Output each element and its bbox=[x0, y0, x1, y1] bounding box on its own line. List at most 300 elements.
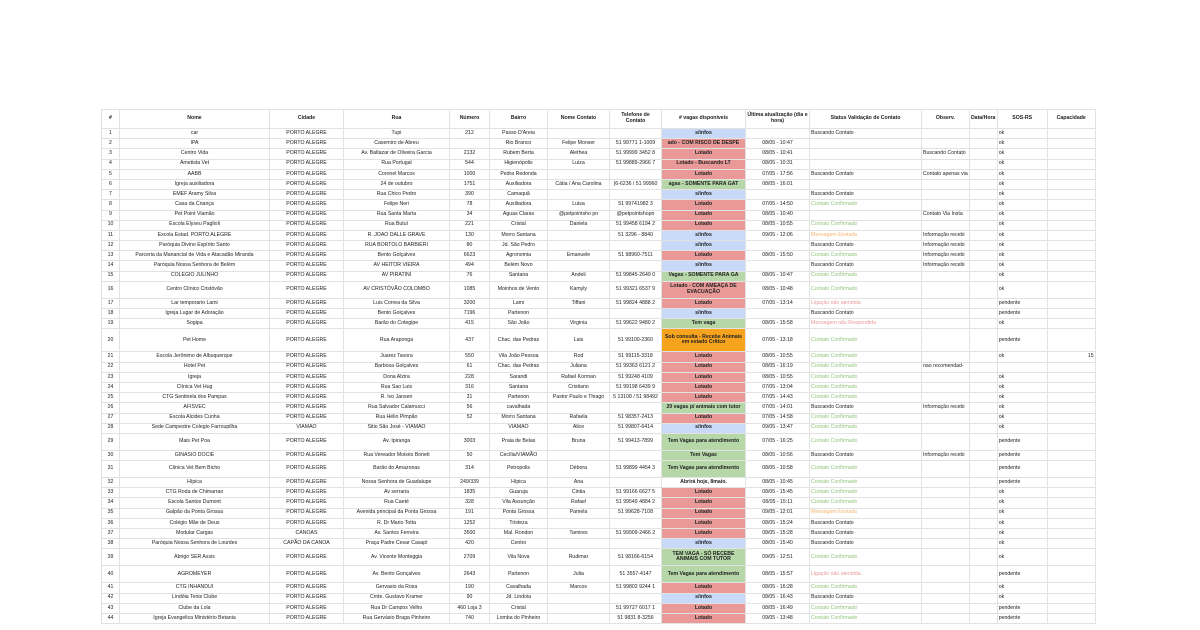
row-number-cell[interactable]: 21 bbox=[102, 352, 120, 362]
contact-name-cell[interactable] bbox=[548, 613, 610, 623]
neighborhood-cell[interactable]: Morro Santana bbox=[490, 230, 548, 240]
last-update-cell[interactable]: 08/05 - 15:24 bbox=[746, 518, 810, 528]
sos-rs-cell[interactable]: ok bbox=[997, 129, 1047, 139]
contact-name-cell[interactable]: Débora bbox=[548, 461, 610, 478]
number-cell[interactable]: 316 bbox=[450, 382, 490, 392]
city-cell[interactable]: PORTO ALEGRE bbox=[270, 230, 344, 240]
observation-cell[interactable] bbox=[922, 372, 970, 382]
phone-cell[interactable]: 51 99909-2466 2 bbox=[610, 529, 662, 539]
row-number-cell[interactable]: 38 bbox=[102, 539, 120, 549]
status-cell[interactable]: Contato Confirmado bbox=[810, 393, 922, 403]
capacity-cell[interactable] bbox=[1047, 298, 1095, 308]
column-header[interactable]: Status Validação de Contato bbox=[810, 110, 922, 129]
sos-rs-cell[interactable]: pendente bbox=[997, 329, 1047, 352]
date-cell[interactable] bbox=[969, 403, 997, 413]
last-update-cell[interactable]: 07/05 - 16:25 bbox=[746, 433, 810, 450]
capacity-cell[interactable] bbox=[1047, 508, 1095, 518]
capacity-cell[interactable] bbox=[1047, 251, 1095, 261]
observation-cell[interactable]: Informação recebi bbox=[922, 230, 970, 240]
row-number-cell[interactable]: 41 bbox=[102, 583, 120, 593]
date-cell[interactable] bbox=[969, 382, 997, 392]
capacity-cell[interactable] bbox=[1047, 566, 1095, 583]
sos-rs-cell[interactable]: ok bbox=[997, 159, 1047, 169]
neighborhood-cell[interactable]: Guaruja bbox=[490, 488, 548, 498]
contact-name-cell[interactable]: Ana bbox=[548, 478, 610, 488]
number-cell[interactable]: 90 bbox=[450, 593, 490, 603]
contact-name-cell[interactable]: Tiffani bbox=[548, 298, 610, 308]
vacancies-cell[interactable]: Lotado bbox=[662, 393, 746, 403]
row-number-cell[interactable]: 36 bbox=[102, 518, 120, 528]
phone-cell[interactable] bbox=[610, 403, 662, 413]
date-cell[interactable] bbox=[969, 169, 997, 179]
sos-rs-cell[interactable]: ok bbox=[997, 593, 1047, 603]
date-cell[interactable] bbox=[969, 281, 997, 298]
last-update-cell[interactable]: 08/05 - 16:01 bbox=[746, 179, 810, 189]
city-cell[interactable]: PORTO ALEGRE bbox=[270, 372, 344, 382]
vacancies-cell[interactable]: s/infos bbox=[662, 230, 746, 240]
row-number-cell[interactable]: 22 bbox=[102, 362, 120, 372]
date-cell[interactable] bbox=[969, 583, 997, 593]
city-cell[interactable]: PORTO ALEGRE bbox=[270, 603, 344, 613]
last-update-cell[interactable]: 08/05 - 16:19 bbox=[746, 362, 810, 372]
vacancies-cell[interactable]: Lotado bbox=[662, 613, 746, 623]
neighborhood-cell[interactable]: Belém Novo bbox=[490, 261, 548, 271]
date-cell[interactable] bbox=[969, 539, 997, 549]
vacancies-cell[interactable]: Lotado bbox=[662, 583, 746, 593]
vacancies-cell[interactable]: Lotado bbox=[662, 372, 746, 382]
row-number-cell[interactable]: 39 bbox=[102, 549, 120, 566]
vacancies-cell[interactable]: Lotado bbox=[662, 298, 746, 308]
capacity-cell[interactable] bbox=[1047, 382, 1095, 392]
sos-rs-cell[interactable]: pendente bbox=[997, 603, 1047, 613]
sos-rs-cell[interactable]: ok bbox=[997, 488, 1047, 498]
number-cell[interactable]: 7196 bbox=[450, 309, 490, 319]
observation-cell[interactable] bbox=[922, 508, 970, 518]
city-cell[interactable]: PORTO ALEGRE bbox=[270, 352, 344, 362]
last-update-cell[interactable]: 08/05 - 10:55 bbox=[746, 372, 810, 382]
sos-rs-cell[interactable]: ok bbox=[997, 220, 1047, 230]
street-cell[interactable]: Rua Salvador Calamucci bbox=[344, 403, 450, 413]
capacity-cell[interactable] bbox=[1047, 200, 1095, 210]
status-cell[interactable]: Buscando Contato bbox=[810, 190, 922, 200]
row-number-cell[interactable]: 43 bbox=[102, 603, 120, 613]
column-header[interactable]: SOS-RS bbox=[997, 110, 1047, 129]
street-cell[interactable]: Av. Santos Ferreira bbox=[344, 529, 450, 539]
phone-cell[interactable]: 5 13108 / 51 98492 bbox=[610, 393, 662, 403]
name-cell[interactable]: Modular Cargas bbox=[120, 529, 270, 539]
street-cell[interactable]: Cmte. Gustavo Kramer bbox=[344, 593, 450, 603]
observation-cell[interactable] bbox=[922, 179, 970, 189]
last-update-cell[interactable] bbox=[746, 309, 810, 319]
observation-cell[interactable] bbox=[922, 159, 970, 169]
status-cell[interactable] bbox=[810, 210, 922, 220]
phone-cell[interactable]: 51 99622 9480 2 bbox=[610, 319, 662, 329]
contact-name-cell[interactable] bbox=[548, 450, 610, 460]
status-cell[interactable]: Contato Confirmado bbox=[810, 362, 922, 372]
row-number-cell[interactable]: 31 bbox=[102, 461, 120, 478]
status-cell[interactable] bbox=[810, 139, 922, 149]
status-cell[interactable] bbox=[810, 179, 922, 189]
phone-cell[interactable] bbox=[610, 478, 662, 488]
sos-rs-cell[interactable]: ok bbox=[997, 251, 1047, 261]
date-cell[interactable] bbox=[969, 423, 997, 433]
last-update-cell[interactable]: 09/05 - 12:06 bbox=[746, 230, 810, 240]
contact-name-cell[interactable] bbox=[548, 190, 610, 200]
vacancies-cell[interactable]: TEM VAGA - SÓ RECEBE ANIMAIS COM TUTOR bbox=[662, 549, 746, 566]
status-cell[interactable]: Contato Confirmado bbox=[810, 603, 922, 613]
date-cell[interactable] bbox=[969, 498, 997, 508]
date-cell[interactable] bbox=[969, 549, 997, 566]
street-cell[interactable]: Gervasio da Rosa bbox=[344, 583, 450, 593]
row-number-cell[interactable]: 23 bbox=[102, 372, 120, 382]
city-cell[interactable]: PORTO ALEGRE bbox=[270, 190, 344, 200]
contact-name-cell[interactable] bbox=[548, 261, 610, 271]
street-cell[interactable]: Rua Vereador Moisés Boneti bbox=[344, 450, 450, 460]
observation-cell[interactable] bbox=[922, 190, 970, 200]
date-cell[interactable] bbox=[969, 352, 997, 362]
last-update-cell[interactable]: 08/05 - 15:50 bbox=[746, 251, 810, 261]
row-number-cell[interactable]: 5 bbox=[102, 169, 120, 179]
capacity-cell[interactable] bbox=[1047, 478, 1095, 488]
street-cell[interactable]: Bento Golçalves bbox=[344, 251, 450, 261]
date-cell[interactable] bbox=[969, 200, 997, 210]
row-number-cell[interactable]: 29 bbox=[102, 433, 120, 450]
phone-cell[interactable]: 51 99899 4454 3 bbox=[610, 461, 662, 478]
observation-cell[interactable] bbox=[922, 583, 970, 593]
neighborhood-cell[interactable]: Higienópolis bbox=[490, 159, 548, 169]
neighborhood-cell[interactable]: Partenon bbox=[490, 393, 548, 403]
city-cell[interactable]: PORTO ALEGRE bbox=[270, 583, 344, 593]
contact-name-cell[interactable]: Rafaela bbox=[548, 413, 610, 423]
column-header[interactable]: Observ. bbox=[922, 110, 970, 129]
column-header[interactable]: Número bbox=[450, 110, 490, 129]
contact-name-cell[interactable]: Felipe Monser bbox=[548, 139, 610, 149]
city-cell[interactable]: PORTO ALEGRE bbox=[270, 271, 344, 281]
contact-name-cell[interactable]: Lais bbox=[548, 329, 610, 352]
date-cell[interactable] bbox=[969, 393, 997, 403]
street-cell[interactable]: Sitio São José - VIAMÃO bbox=[344, 423, 450, 433]
city-cell[interactable]: PORTO ALEGRE bbox=[270, 393, 344, 403]
city-cell[interactable]: PORTO ALEGRE bbox=[270, 309, 344, 319]
status-cell[interactable]: Contato Confirmado bbox=[810, 613, 922, 623]
status-cell[interactable]: Mensagem Enviada bbox=[810, 508, 922, 518]
observation-cell[interactable] bbox=[922, 129, 970, 139]
number-cell[interactable]: 544 bbox=[450, 159, 490, 169]
city-cell[interactable]: PORTO ALEGRE bbox=[270, 433, 344, 450]
name-cell[interactable]: Centro Clínico Cristóvão bbox=[120, 281, 270, 298]
number-cell[interactable]: 6623 bbox=[450, 251, 490, 261]
row-number-cell[interactable]: 30 bbox=[102, 450, 120, 460]
vacancies-cell[interactable]: Lotado bbox=[662, 508, 746, 518]
phone-cell[interactable] bbox=[610, 309, 662, 319]
street-cell[interactable]: Casemiro de Abreu bbox=[344, 139, 450, 149]
contact-name-cell[interactable] bbox=[548, 169, 610, 179]
contact-name-cell[interactable]: Cintia bbox=[548, 488, 610, 498]
city-cell[interactable]: CANOAS bbox=[270, 529, 344, 539]
last-update-cell[interactable]: 08/05 - 15:11 bbox=[746, 498, 810, 508]
contact-name-cell[interactable] bbox=[548, 403, 610, 413]
row-number-cell[interactable]: 42 bbox=[102, 593, 120, 603]
neighborhood-cell[interactable]: Jd. São Pedro bbox=[490, 241, 548, 251]
status-cell[interactable]: Contato Confirmado bbox=[810, 423, 922, 433]
name-cell[interactable]: Igreja Lugar de Adoração bbox=[120, 309, 270, 319]
sos-rs-cell[interactable]: ok bbox=[997, 583, 1047, 593]
observation-cell[interactable] bbox=[922, 220, 970, 230]
row-number-cell[interactable]: 13 bbox=[102, 251, 120, 261]
vacancies-cell[interactable]: Sob consulta - Recebe Animais em estado Crítico bbox=[662, 329, 746, 352]
name-cell[interactable]: Pet Point Viamão bbox=[120, 210, 270, 220]
last-update-cell[interactable] bbox=[746, 129, 810, 139]
capacity-cell[interactable] bbox=[1047, 433, 1095, 450]
vacancies-cell[interactable]: Tem Vagas para atendimento bbox=[662, 433, 746, 450]
number-cell[interactable]: 328 bbox=[450, 498, 490, 508]
capacity-cell[interactable] bbox=[1047, 393, 1095, 403]
capacity-cell[interactable] bbox=[1047, 498, 1095, 508]
date-cell[interactable] bbox=[969, 372, 997, 382]
contact-name-cell[interactable]: Juliana bbox=[548, 362, 610, 372]
last-update-cell[interactable]: 08/05 - 16:43 bbox=[746, 593, 810, 603]
sos-rs-cell[interactable]: ok bbox=[997, 393, 1047, 403]
status-cell[interactable]: Contato Confirmado bbox=[810, 352, 922, 362]
observation-cell[interactable] bbox=[922, 488, 970, 498]
neighborhood-cell[interactable]: Rio Branco bbox=[490, 139, 548, 149]
street-cell[interactable]: Rua Portugal bbox=[344, 159, 450, 169]
phone-cell[interactable]: 51 98960-7511 bbox=[610, 251, 662, 261]
vacancies-cell[interactable]: s/infos bbox=[662, 190, 746, 200]
status-cell[interactable] bbox=[810, 149, 922, 159]
row-number-cell[interactable]: 19 bbox=[102, 319, 120, 329]
date-cell[interactable] bbox=[969, 298, 997, 308]
observation-cell[interactable] bbox=[922, 319, 970, 329]
row-number-cell[interactable]: 26 bbox=[102, 403, 120, 413]
street-cell[interactable]: Barbosa Golçalves bbox=[344, 362, 450, 372]
vacancies-cell[interactable]: Lotado bbox=[662, 169, 746, 179]
name-cell[interactable]: Galpão da Ponta Grossa bbox=[120, 508, 270, 518]
city-cell[interactable]: PORTO ALEGRE bbox=[270, 329, 344, 352]
last-update-cell[interactable]: 08/05 - 15:58 bbox=[746, 319, 810, 329]
vacancies-cell[interactable]: Tem Vagas para atendimento bbox=[662, 461, 746, 478]
phone-cell[interactable] bbox=[610, 518, 662, 528]
phone-cell[interactable] bbox=[610, 450, 662, 460]
observation-cell[interactable] bbox=[922, 566, 970, 583]
row-number-cell[interactable]: 27 bbox=[102, 413, 120, 423]
status-cell[interactable] bbox=[810, 159, 922, 169]
capacity-cell[interactable] bbox=[1047, 362, 1095, 372]
name-cell[interactable]: Igreja bbox=[120, 372, 270, 382]
number-cell[interactable]: 2132 bbox=[450, 149, 490, 159]
capacity-cell[interactable] bbox=[1047, 309, 1095, 319]
phone-cell[interactable]: @petpointshopn bbox=[610, 210, 662, 220]
name-cell[interactable]: Igreja Evangelica Ministério Betania bbox=[120, 613, 270, 623]
number-cell[interactable] bbox=[450, 139, 490, 149]
city-cell[interactable]: PORTO ALEGRE bbox=[270, 593, 344, 603]
observation-cell[interactable] bbox=[922, 478, 970, 488]
sos-rs-cell[interactable]: ok bbox=[997, 549, 1047, 566]
last-update-cell[interactable]: 09/05 - 13:47 bbox=[746, 423, 810, 433]
sos-rs-cell[interactable]: ok bbox=[997, 230, 1047, 240]
sos-rs-cell[interactable]: ok bbox=[997, 271, 1047, 281]
row-number-cell[interactable]: 44 bbox=[102, 613, 120, 623]
sos-rs-cell[interactable]: ok bbox=[997, 498, 1047, 508]
phone-cell[interactable] bbox=[610, 190, 662, 200]
neighborhood-cell[interactable]: Cavalhada bbox=[490, 583, 548, 593]
row-number-cell[interactable]: 10 bbox=[102, 220, 120, 230]
neighborhood-cell[interactable]: Vila João Pessoa bbox=[490, 352, 548, 362]
contact-name-cell[interactable]: Bruna bbox=[548, 433, 610, 450]
sos-rs-cell[interactable]: pendente bbox=[997, 309, 1047, 319]
number-cell[interactable]: 1085 bbox=[450, 281, 490, 298]
city-cell[interactable]: PORTO ALEGRE bbox=[270, 488, 344, 498]
capacity-cell[interactable] bbox=[1047, 241, 1095, 251]
last-update-cell[interactable]: 08/05 - 15:57 bbox=[746, 566, 810, 583]
number-cell[interactable]: 3500 bbox=[450, 529, 490, 539]
row-number-cell[interactable]: 24 bbox=[102, 382, 120, 392]
sos-rs-cell[interactable]: ok bbox=[997, 210, 1047, 220]
vacancies-cell[interactable]: Lotado bbox=[662, 362, 746, 372]
phone-cell[interactable]: 51 99458 6194 2 bbox=[610, 220, 662, 230]
neighborhood-cell[interactable]: Passo D'Areia bbox=[490, 129, 548, 139]
city-cell[interactable]: PORTO ALEGRE bbox=[270, 210, 344, 220]
observation-cell[interactable]: Informação recebi bbox=[922, 251, 970, 261]
date-cell[interactable] bbox=[969, 129, 997, 139]
capacity-cell[interactable] bbox=[1047, 230, 1095, 240]
number-cell[interactable]: 31 bbox=[450, 393, 490, 403]
neighborhood-cell[interactable]: Santana bbox=[490, 271, 548, 281]
neighborhood-cell[interactable]: Auxiliadora bbox=[490, 200, 548, 210]
date-cell[interactable] bbox=[969, 190, 997, 200]
capacity-cell[interactable] bbox=[1047, 488, 1095, 498]
status-cell[interactable]: Buscando Contato bbox=[810, 261, 922, 271]
date-cell[interactable] bbox=[969, 251, 997, 261]
status-cell[interactable]: Buscando Contato bbox=[810, 403, 922, 413]
name-cell[interactable]: Colégio Mãe de Deus bbox=[120, 518, 270, 528]
column-header[interactable]: # bbox=[102, 110, 120, 129]
last-update-cell[interactable]: 08/05 - 10:56 bbox=[746, 450, 810, 460]
column-header[interactable]: Nome Contato bbox=[548, 110, 610, 129]
neighborhood-cell[interactable]: Petropolis bbox=[490, 461, 548, 478]
phone-cell[interactable]: 51 98357-2413 bbox=[610, 413, 662, 423]
street-cell[interactable]: Tupi bbox=[344, 129, 450, 139]
last-update-cell[interactable]: 07/05 - 17:56 bbox=[746, 169, 810, 179]
name-cell[interactable]: Pet Home bbox=[120, 329, 270, 352]
status-cell[interactable]: Contato Confirmado bbox=[810, 200, 922, 210]
neighborhood-cell[interactable]: Partenon bbox=[490, 566, 548, 583]
status-cell[interactable]: Mensagem não Respondida bbox=[810, 319, 922, 329]
number-cell[interactable]: 2643 bbox=[450, 566, 490, 583]
contact-name-cell[interactable] bbox=[548, 230, 610, 240]
row-number-cell[interactable]: 14 bbox=[102, 261, 120, 271]
last-update-cell[interactable]: 07/05 - 14:58 bbox=[746, 413, 810, 423]
last-update-cell[interactable]: 08/05 - 15:45 bbox=[746, 488, 810, 498]
name-cell[interactable]: Parceria da Manancial de Vida e Atacadão Miranda bbox=[120, 251, 270, 261]
number-cell[interactable]: 314 bbox=[450, 461, 490, 478]
street-cell[interactable]: RUA BORTOLO BARBIERI bbox=[344, 241, 450, 251]
observation-cell[interactable] bbox=[922, 423, 970, 433]
phone-cell[interactable]: 51 99845-2649 0 bbox=[610, 271, 662, 281]
row-number-cell[interactable]: 18 bbox=[102, 309, 120, 319]
phone-cell[interactable] bbox=[610, 241, 662, 251]
phone-cell[interactable]: 51 99321 6537 9 bbox=[610, 281, 662, 298]
name-cell[interactable]: Escola Santos Dumont bbox=[120, 498, 270, 508]
contact-name-cell[interactable]: Pastor Paulo e Thiago bbox=[548, 393, 610, 403]
street-cell[interactable]: Rua Dr Campos Velho bbox=[344, 603, 450, 613]
phone-cell[interactable]: 51 99889-2966 7 bbox=[610, 159, 662, 169]
vacancies-cell[interactable]: s/infos bbox=[662, 129, 746, 139]
observation-cell[interactable]: Buscando Contato bbox=[922, 149, 970, 159]
name-cell[interactable]: Sogipa bbox=[120, 319, 270, 329]
last-update-cell[interactable]: 08/05 - 16:28 bbox=[746, 583, 810, 593]
street-cell[interactable]: Av serraria bbox=[344, 488, 450, 498]
last-update-cell[interactable]: 07/05 - 14:50 bbox=[746, 200, 810, 210]
date-cell[interactable] bbox=[969, 433, 997, 450]
row-number-cell[interactable]: 20 bbox=[102, 329, 120, 352]
street-cell[interactable]: AV HEITOR VIEIRA bbox=[344, 261, 450, 271]
number-cell[interactable]: 437 bbox=[450, 329, 490, 352]
observation-cell[interactable] bbox=[922, 613, 970, 623]
number-cell[interactable]: 221 bbox=[450, 220, 490, 230]
observation-cell[interactable] bbox=[922, 200, 970, 210]
name-cell[interactable]: CTG Sentinela dos Pampas bbox=[120, 393, 270, 403]
city-cell[interactable]: PORTO ALEGRE bbox=[270, 129, 344, 139]
observation-cell[interactable] bbox=[922, 498, 970, 508]
neighborhood-cell[interactable]: Mal. Rondon bbox=[490, 529, 548, 539]
neighborhood-cell[interactable]: Ponta Grossa bbox=[490, 508, 548, 518]
phone-cell[interactable]: 51 99549 4884 2 bbox=[610, 498, 662, 508]
city-cell[interactable]: PORTO ALEGRE bbox=[270, 461, 344, 478]
neighborhood-cell[interactable]: Lomba do Pinheiro bbox=[490, 613, 548, 623]
capacity-cell[interactable] bbox=[1047, 139, 1095, 149]
contact-name-cell[interactable]: @petpointsho pn bbox=[548, 210, 610, 220]
date-cell[interactable] bbox=[969, 593, 997, 603]
observation-cell[interactable] bbox=[922, 393, 970, 403]
number-cell[interactable]: 34 bbox=[450, 210, 490, 220]
status-cell[interactable]: Contato Confirmado bbox=[810, 281, 922, 298]
column-header[interactable]: Capacidade bbox=[1047, 110, 1095, 129]
sos-rs-cell[interactable]: ok bbox=[997, 518, 1047, 528]
vacancies-cell[interactable]: s/infos bbox=[662, 423, 746, 433]
status-cell[interactable]: Buscando Contato bbox=[810, 593, 922, 603]
capacity-cell[interactable] bbox=[1047, 129, 1095, 139]
vacancies-cell[interactable]: Lotado bbox=[662, 603, 746, 613]
observation-cell[interactable]: Informação recebi bbox=[922, 403, 970, 413]
street-cell[interactable]: Avenida principal da Ponta Grossa bbox=[344, 508, 450, 518]
status-cell[interactable]: Contato Confirmado bbox=[810, 488, 922, 498]
name-cell[interactable]: Sede Campestre Colegio Farroupilha bbox=[120, 423, 270, 433]
name-cell[interactable]: Centro Vida bbox=[120, 149, 270, 159]
sos-rs-cell[interactable]: ok bbox=[997, 169, 1047, 179]
street-cell[interactable]: Rua Gervásio Braga Pinheiro bbox=[344, 613, 450, 623]
name-cell[interactable]: Hípica bbox=[120, 478, 270, 488]
row-number-cell[interactable]: 1 bbox=[102, 129, 120, 139]
contact-name-cell[interactable]: Virginia bbox=[548, 319, 610, 329]
number-cell[interactable]: 390 bbox=[450, 190, 490, 200]
sos-rs-cell[interactable]: ok bbox=[997, 423, 1047, 433]
name-cell[interactable]: COLEGIO JULINHO bbox=[120, 271, 270, 281]
phone-cell[interactable]: 51 99363 6121 2 bbox=[610, 362, 662, 372]
street-cell[interactable]: Juarez Tavora bbox=[344, 352, 450, 362]
last-update-cell[interactable]: 08/05 - 10:45 bbox=[746, 478, 810, 488]
vacancies-cell[interactable]: s/infos bbox=[662, 539, 746, 549]
last-update-cell[interactable]: 07/05 - 13:14 bbox=[746, 298, 810, 308]
date-cell[interactable] bbox=[969, 179, 997, 189]
status-cell[interactable]: Contato Confirmado bbox=[810, 271, 922, 281]
column-header[interactable]: Última atualização (dia e hora) bbox=[746, 110, 810, 129]
neighborhood-cell[interactable]: Camaquã bbox=[490, 190, 548, 200]
name-cell[interactable]: CTG INHANDUI bbox=[120, 583, 270, 593]
number-cell[interactable]: 130 bbox=[450, 230, 490, 240]
status-cell[interactable]: Contato Confirmado bbox=[810, 413, 922, 423]
neighborhood-cell[interactable]: Vila Assunção bbox=[490, 498, 548, 508]
